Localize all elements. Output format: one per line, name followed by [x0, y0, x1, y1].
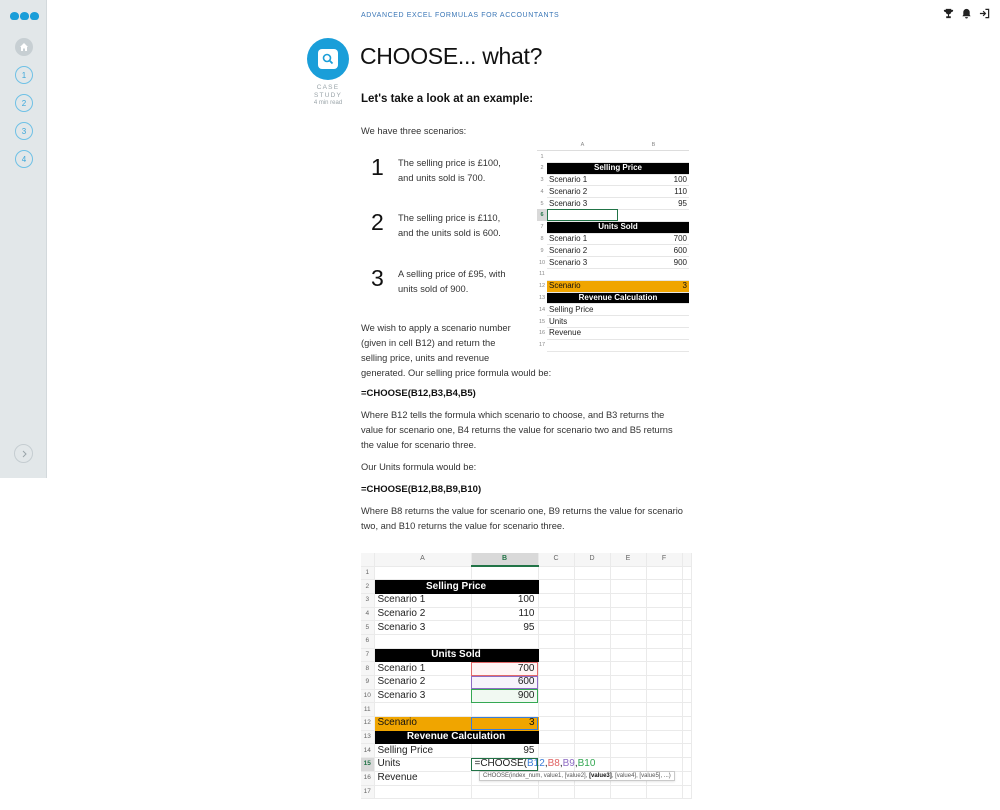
- home-icon: [19, 42, 29, 52]
- next-button[interactable]: [14, 444, 33, 463]
- sidebar-item-3[interactable]: 3: [15, 122, 33, 140]
- sidebar-item-2[interactable]: 2: [15, 94, 33, 112]
- scenario-text: A selling price of £95, with units sold of 900.: [398, 269, 506, 294]
- page-subtitle: Let's take a look at an example:: [361, 93, 534, 105]
- spreadsheet-large: A B C D E F 1 2 Selling Price 3 Scenario 1 100 4 Scenario 2 110 5 Scenario 3 95 6 7 Units Sold 8 Scenario 1 700 9 Scenario 2 600 10 Scenario 3 900 11 12 Scenario 3 13 Revenue Calculation 14 Selling Price 95 15 Units =CHOOSE(B12,B8,B9,B10 16 Revenue 17: [361, 553, 691, 793]
- top-toolbar: [943, 8, 990, 19]
- logout-icon[interactable]: [979, 8, 990, 19]
- units-paragraph: Our Units formula would be:: [361, 462, 477, 472]
- chevron-right-icon: [20, 450, 28, 458]
- scenario-number: 2: [371, 209, 384, 235]
- case-study-label: CASE STUDY: [313, 84, 343, 99]
- sidebar: [0, 0, 47, 478]
- read-time: 4 min read: [313, 100, 343, 106]
- scenario-text: The selling price is £100, and units sold is 700.: [398, 158, 501, 183]
- formula-units: =CHOOSE(B12,B8,B9,B10): [361, 484, 482, 495]
- page-title: CHOOSE... what?: [360, 43, 543, 69]
- sidebar-item-1[interactable]: 1: [15, 66, 33, 84]
- apply-paragraph: We wish to apply a scenario number (given in cell B12) and return the selling price, units and revenue generated. Our selling price formula would be:: [361, 323, 552, 378]
- spreadsheet-small: A B 1 2 Selling Price 3 Scenario 1 100 4 Scenario 2 110 5 Scenario 3 95 6 7 Units Sold 8 Scenario 1 700 9 Scenario 2 600 10 Scenario 3 900 11 12 Scenario 3 13 Revenue Calculation 14 Selling Price 15 Units 16 Revenue 17: [537, 140, 689, 344]
- where-paragraph-2: Where B8 returns the value for scenario one, B9 returns the value for scenario two, and B10 returns the value for scenario three.: [361, 506, 683, 531]
- sidebar-item-4[interactable]: 4: [15, 150, 33, 168]
- case-study-badge: [307, 38, 349, 80]
- scenario-text: The selling price is £110, and the units sold is 600.: [398, 213, 501, 238]
- formula-tooltip: CHOOSE(index_num, value1, [value2], [value3], [value4], [value5], ...): [479, 771, 675, 781]
- scenario-number: 3: [371, 265, 384, 291]
- scenario-2: [371, 210, 513, 241]
- magnifier-icon: [321, 52, 335, 66]
- logo-icon[interactable]: [10, 12, 39, 20]
- course-title[interactable]: ADVANCED EXCEL FORMULAS FOR ACCOUNTANTS: [361, 12, 560, 19]
- scenario-number: 1: [371, 154, 384, 180]
- scenario-1: [371, 155, 513, 186]
- where-paragraph-1: Where B12 tells the formula which scenario to choose, and B3 returns the value for scenario one, B4 returns the value for scenario two and B5 returns the value for scenario three.: [361, 410, 673, 450]
- home-button[interactable]: [15, 38, 33, 56]
- formula-selling-price: =CHOOSE(B12,B3,B4,B5): [361, 388, 476, 399]
- scenario-3: [371, 266, 513, 297]
- trophy-icon[interactable]: [943, 8, 954, 19]
- bell-icon[interactable]: [961, 8, 972, 19]
- intro-text: We have three scenarios:: [361, 126, 467, 136]
- formula-edit-cell: =CHOOSE(B12,B8,B9,B10: [471, 758, 538, 772]
